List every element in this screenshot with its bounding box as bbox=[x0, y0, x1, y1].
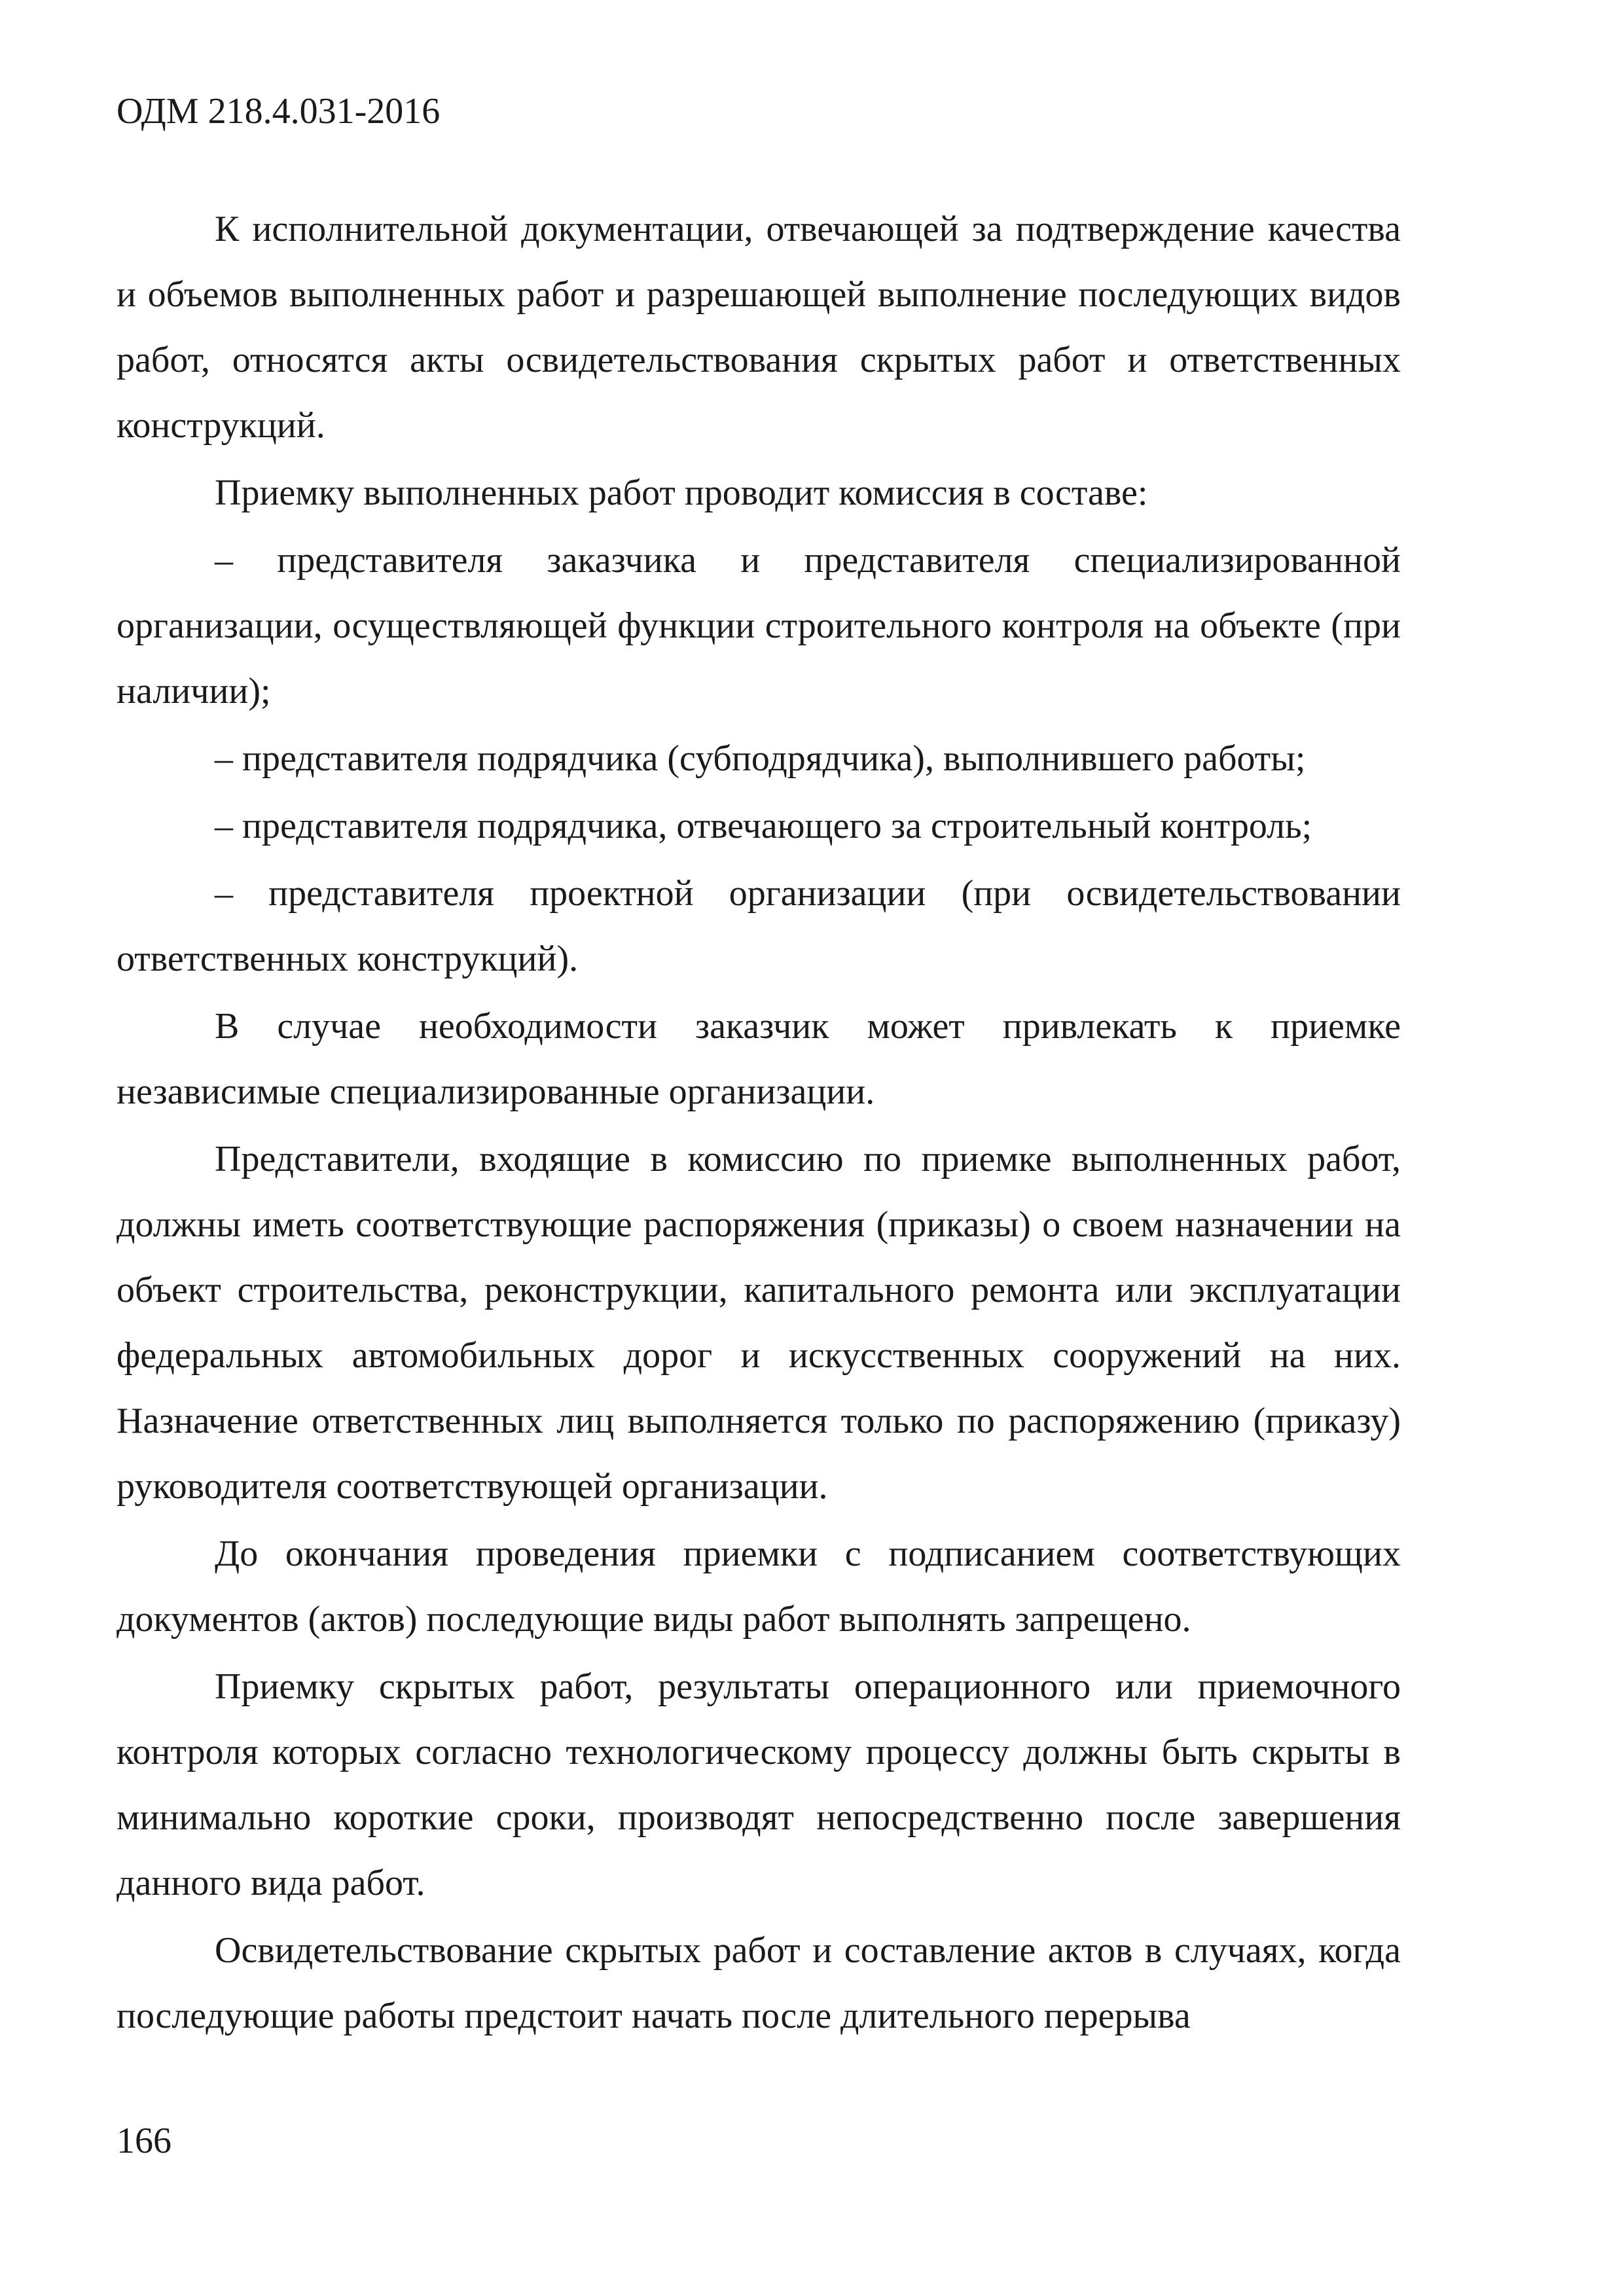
paragraph-executive-documentation: К исполнительной документации, отвечающей за подтверждение качества и объемов выполненных работ и разрешающей выполнение последующих видов работ, относятся акты освидетельствования скрытых работ и ответственных конструкций. bbox=[117, 209, 1401, 446]
paragraph-hidden-works-acceptance: Приемку скрытых работ, результаты операционного или приемочного контроля которых согласно технологическому процессу должны быть скрыты в минимально короткие сроки, производят непосредственно после завершения данного вида работ. bbox=[117, 1666, 1401, 1903]
paragraph-work-prohibition: До окончания проведения приемки с подписанием соответствующих документов (актов) последующие виды работ выполнять запрещено. bbox=[117, 1534, 1401, 1640]
list-item-contractor-representative: – представителя подрядчика (субподрядчика), выполнившего работы; bbox=[215, 738, 1306, 779]
paragraph-representatives-orders: Представители, входящие в комиссию по приемке выполненных работ, должны иметь соответствующие распоряжения (приказы) о своем назначении на объект строительства, реконструкции, капитального ремонта или эксплуатации федеральных автомобильных дорог и искусственных сооружений на них. Назначение ответственных лиц выполняется только по распоряжению (приказу) руководителя соответствующей организации. bbox=[117, 1139, 1401, 1507]
list-item-design-organization-representative: – представителя проектной организации (при освидетельствовании ответственных конструкций). bbox=[117, 873, 1401, 979]
page-number: 166 bbox=[117, 2121, 171, 2161]
paragraph-hidden-works-certification: Освидетельствование скрытых работ и составление актов в случаях, когда последующие работы предстоит начать после длительного перерыва bbox=[117, 1930, 1401, 2036]
document-code-header: ОДМ 218.4.031-2016 bbox=[117, 91, 441, 132]
list-item-customer-representative: – представителя заказчика и представителя специализированной организации, осуществляющей функции строительного контроля на объекте (при наличии); bbox=[117, 540, 1401, 711]
paragraph-independent-organizations: В случае необходимости заказчик может привлекать к приемке независимые специализированные организации. bbox=[117, 1006, 1401, 1112]
list-item-construction-control-representative: – представителя подрядчика, отвечающего за строительный контроль; bbox=[215, 806, 1312, 846]
body-text bbox=[117, 196, 1401, 2051]
paragraph-commission-composition: Приемку выполненных работ проводит комиссия в составе: bbox=[215, 473, 1148, 513]
